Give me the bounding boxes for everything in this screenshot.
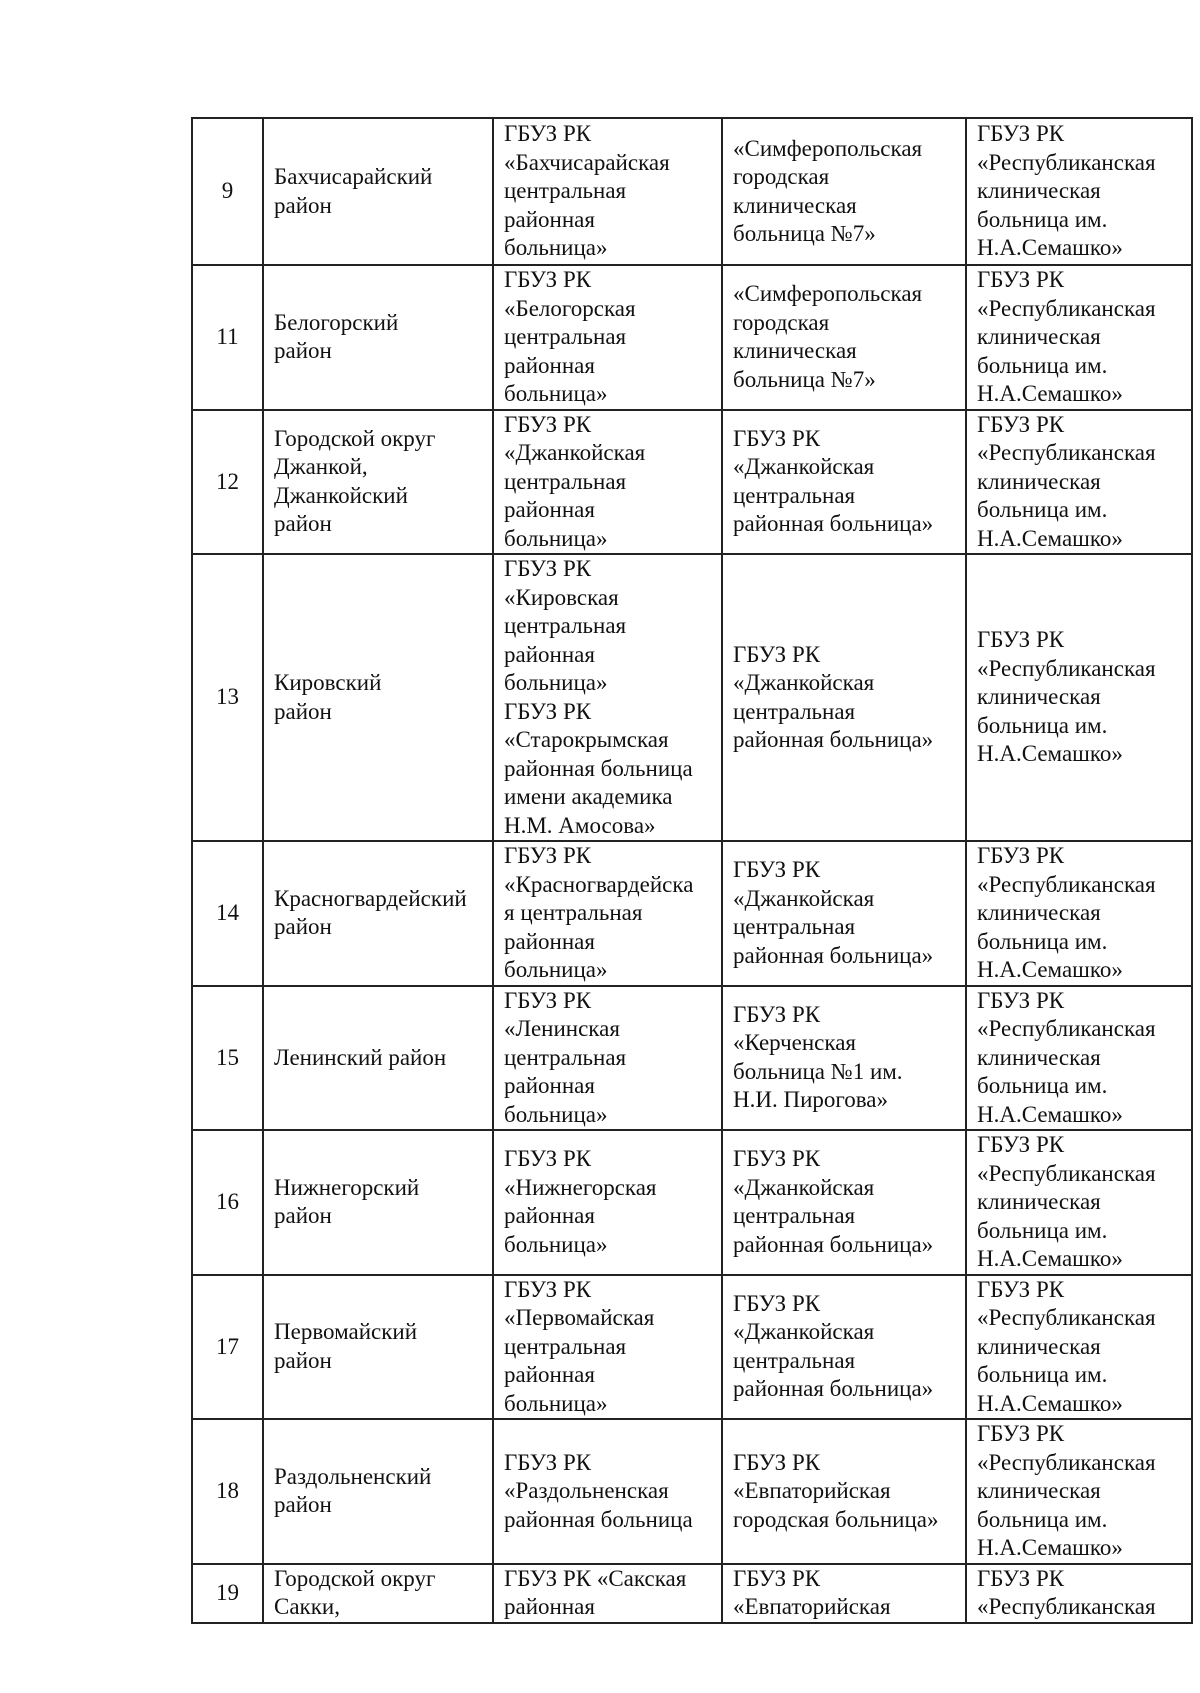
table-row <box>192 1419 1192 1564</box>
third-level-hospital-cell: ГБУЗ РК «Республиканская клиническая больница им. Н.А.Семашко» <box>966 1419 1192 1564</box>
row-number: 15 <box>192 986 263 1131</box>
table-row <box>192 986 1192 1131</box>
district-hospital-cell: ГБУЗ РК «Джанкойская центральная районная больница» <box>493 410 722 555</box>
district-cell: Раздольненский район <box>263 1419 493 1564</box>
district-hospital-cell: ГБУЗ РК «Кировская центральная районная больница» ГБУЗ РК «Старокрымская районная больница имени академика Н.М. Амосова» <box>493 554 722 841</box>
third-level-hospital-cell: ГБУЗ РК «Республиканская клиническая больница им. Н.А.Семашко» <box>966 1275 1192 1420</box>
table-row <box>192 1130 1192 1275</box>
row-number: 12 <box>192 410 263 555</box>
table-row <box>192 265 1192 410</box>
district-cell: Городской округ Сакки, <box>263 1564 493 1623</box>
second-level-hospital-cell: ГБУЗ РК «Джанкойская центральная районная больница» <box>722 554 966 841</box>
district-cell: Городской округ Джанкой, Джанкойский район <box>263 410 493 555</box>
row-number: 14 <box>192 841 263 986</box>
row-number: 16 <box>192 1130 263 1275</box>
table-row <box>192 841 1192 986</box>
row-number: 18 <box>192 1419 263 1564</box>
district-cell: Нижнегорский район <box>263 1130 493 1275</box>
third-level-hospital-cell: ГБУЗ РК «Республиканская клиническая больница им. Н.А.Семашко» <box>966 986 1192 1131</box>
table-row <box>192 554 1192 841</box>
hospital-routing-table <box>191 117 1193 1624</box>
district-hospital-cell: ГБУЗ РК «Нижнегорская районная больница» <box>493 1130 722 1275</box>
table-row <box>192 118 1192 265</box>
second-level-hospital-cell: ГБУЗ РК «Джанкойская центральная районная больница» <box>722 841 966 986</box>
table-row <box>192 1275 1192 1420</box>
district-hospital-cell: ГБУЗ РК «Ленинская центральная районная больница» <box>493 986 722 1131</box>
district-hospital-cell: ГБУЗ РК «Бахчисарайская центральная районная больница» <box>493 118 722 265</box>
district-hospital-cell: ГБУЗ РК «Раздольненская районная больница <box>493 1419 722 1564</box>
district-cell: Кировский район <box>263 554 493 841</box>
second-level-hospital-cell: ГБУЗ РК «Евпаторийская <box>722 1564 966 1623</box>
district-hospital-cell: ГБУЗ РК «Красногвардейска я центральная районная больница» <box>493 841 722 986</box>
district-hospital-cell: ГБУЗ РК «Белогорская центральная районная больница» <box>493 265 722 410</box>
table-row <box>192 1564 1192 1623</box>
third-level-hospital-cell: ГБУЗ РК «Республиканская <box>966 1564 1192 1623</box>
second-level-hospital-cell: ГБУЗ РК «Керченская больница №1 им. Н.И. Пирогова» <box>722 986 966 1131</box>
district-cell: Красногвардейский район <box>263 841 493 986</box>
third-level-hospital-cell: ГБУЗ РК «Республиканская клиническая больница им. Н.А.Семашко» <box>966 1130 1192 1275</box>
district-cell: Бахчисарайский район <box>263 118 493 265</box>
district-hospital-cell: ГБУЗ РК «Первомайская центральная районная больница» <box>493 1275 722 1420</box>
third-level-hospital-cell: ГБУЗ РК «Республиканская клиническая больница им. Н.А.Семашко» <box>966 265 1192 410</box>
second-level-hospital-cell: «Симферопольская городская клиническая больница №7» <box>722 265 966 410</box>
row-number: 13 <box>192 554 263 841</box>
third-level-hospital-cell: ГБУЗ РК «Республиканская клиническая больница им. Н.А.Семашко» <box>966 118 1192 265</box>
row-number: 9 <box>192 118 263 265</box>
third-level-hospital-cell: ГБУЗ РК «Республиканская клиническая больница им. Н.А.Семашко» <box>966 841 1192 986</box>
third-level-hospital-cell: ГБУЗ РК «Республиканская клиническая больница им. Н.А.Семашко» <box>966 410 1192 555</box>
row-number: 19 <box>192 1564 263 1623</box>
second-level-hospital-cell: ГБУЗ РК «Джанкойская центральная районная больница» <box>722 1275 966 1420</box>
second-level-hospital-cell: ГБУЗ РК «Евпаторийская городская больница» <box>722 1419 966 1564</box>
district-hospital-cell: ГБУЗ РК «Сакская районная <box>493 1564 722 1623</box>
second-level-hospital-cell: «Симферопольская городская клиническая больница №7» <box>722 118 966 265</box>
district-cell: Ленинский район <box>263 986 493 1131</box>
table-row <box>192 410 1192 555</box>
second-level-hospital-cell: ГБУЗ РК «Джанкойская центральная районная больница» <box>722 1130 966 1275</box>
row-number: 11 <box>192 265 263 410</box>
district-cell: Первомайский район <box>263 1275 493 1420</box>
second-level-hospital-cell: ГБУЗ РК «Джанкойская центральная районная больница» <box>722 410 966 555</box>
row-number: 17 <box>192 1275 263 1420</box>
district-cell: Белогорский район <box>263 265 493 410</box>
third-level-hospital-cell: ГБУЗ РК «Республиканская клиническая больница им. Н.А.Семашко» <box>966 554 1192 841</box>
